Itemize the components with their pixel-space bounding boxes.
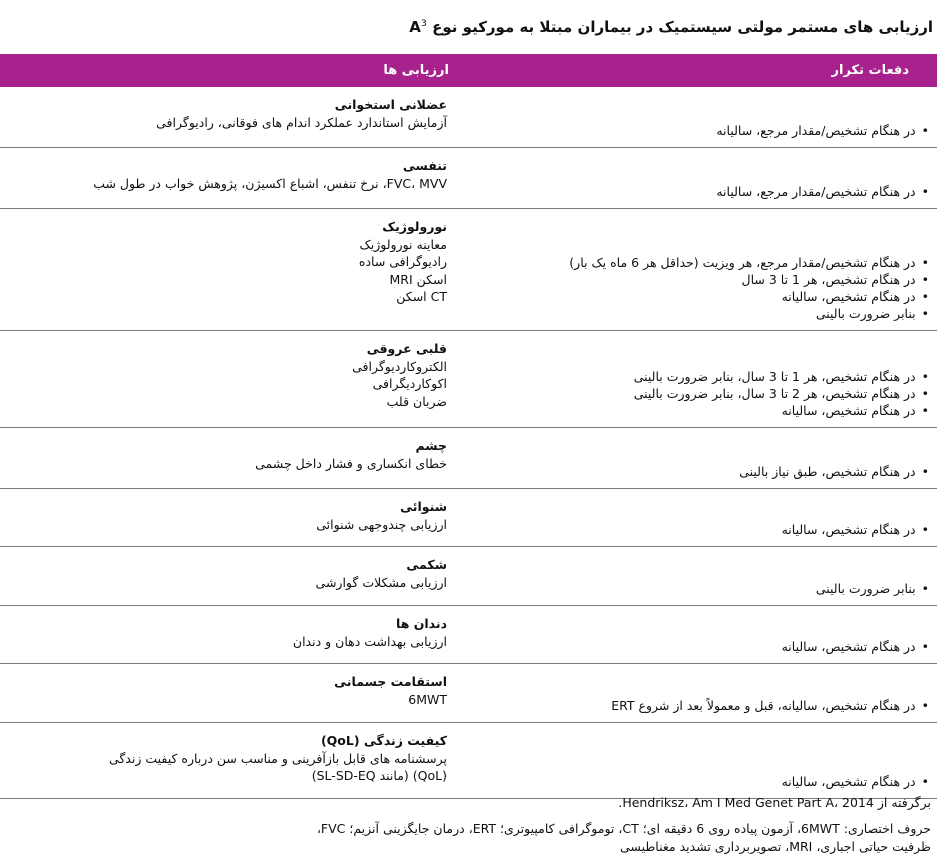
assessment-item: ارزیابی مشکلات گوارشی bbox=[315, 574, 447, 590]
frequency-cell bbox=[479, 183, 929, 200]
assessment-category: شنوائی bbox=[400, 499, 447, 514]
table-row bbox=[0, 606, 937, 664]
assessment-category: عضلانی استخوانی bbox=[334, 97, 447, 112]
assessment-cell bbox=[7, 437, 447, 472]
frequency-cell bbox=[479, 122, 929, 139]
header-frequency: دفعات تکرار bbox=[831, 63, 909, 78]
frequency-item: • در هنگام تشخیص/مقدار مرجع، هر ویزیت (حداقل هر 6 ماه یک بار) bbox=[479, 254, 929, 271]
assessment-item: ارزیابی چندوجهی شنوائی bbox=[316, 516, 447, 532]
assessment-item: 6MWT bbox=[408, 691, 447, 707]
assessment-item: معاینه نورولوژیک bbox=[359, 236, 447, 252]
frequency-item: • در هنگام تشخیص، سالیانه bbox=[479, 288, 929, 305]
assessment-item: اکوکاردیگرافی bbox=[372, 376, 447, 391]
assessment-item: (QoL) (مانند SL-SD-EQ) bbox=[311, 768, 447, 783]
abbreviations-line: حروف اختصاری: 6MWT، آزمون پیاده روی 6 دقیقه ای؛ CT، توموگرافی کامپیوتری؛ ERT، درمان جایگزینی آنزیم؛ FVC، bbox=[316, 821, 931, 836]
assessment-category: چشم bbox=[415, 438, 447, 453]
assessment-cell bbox=[7, 340, 447, 410]
frequency-cell bbox=[479, 521, 929, 538]
frequency-item: • در هنگام تشخیص، سالیانه bbox=[479, 638, 929, 655]
frequency-cell bbox=[479, 254, 929, 322]
frequency-cell bbox=[479, 368, 929, 419]
assessment-item: رادیوگرافی ساده bbox=[358, 254, 447, 269]
frequency-item: • در هنگام تشخیص، سالیانه bbox=[479, 521, 929, 538]
assessment-cell bbox=[7, 673, 447, 708]
frequency-item: • در هنگام تشخیص، سالیانه bbox=[479, 773, 929, 790]
assessment-item: ضربان قلب bbox=[386, 393, 447, 409]
frequency-cell bbox=[479, 638, 929, 655]
assessment-item: آزمایش استاندارد عملکرد اندام های فوقانی، رادیوگرافی bbox=[156, 114, 447, 130]
assessment-cell bbox=[7, 218, 447, 306]
abbreviations bbox=[6, 820, 931, 856]
page-title bbox=[409, 18, 933, 36]
frequency-item: • در هنگام تشخیص، طبق نیاز بالینی bbox=[479, 463, 929, 480]
frequency-item: • در هنگام تشخیص، هر 2 تا 3 سال، بنابر ضرورت بالینی bbox=[479, 385, 929, 402]
assessment-cell bbox=[7, 157, 447, 192]
assessment-item: FVC، MVV، نرخ تنفس، اشباع اکسیژن، پژوهش خواب در طول شب bbox=[93, 175, 447, 191]
assessment-item: اسکن MRI bbox=[389, 271, 447, 287]
frequency-cell bbox=[479, 773, 929, 790]
frequency-item: • در هنگام تشخیص، هر 1 تا 3 سال، بنابر ضرورت بالینی bbox=[479, 368, 929, 385]
table-row bbox=[0, 148, 937, 209]
assessment-cell bbox=[7, 556, 447, 591]
frequency-item: • بنابر ضرورت بالینی bbox=[479, 305, 929, 322]
frequency-item: • در هنگام تشخیص/مقدار مرجع، سالیانه bbox=[479, 122, 929, 139]
table-header bbox=[0, 54, 937, 87]
assessment-category: قلبی عروقی bbox=[366, 341, 447, 356]
table-row bbox=[0, 489, 937, 547]
assessment-cell bbox=[7, 732, 447, 785]
frequency-item: • در هنگام تشخیص، هر 1 تا 3 سال bbox=[479, 271, 929, 288]
table-row bbox=[0, 547, 937, 606]
assessment-category: استقامت جسمانی bbox=[334, 674, 447, 689]
assessment-category: کیفیت زندگی (QoL) bbox=[320, 733, 447, 748]
assessment-item: الکتروکاردیوگرافی bbox=[352, 358, 447, 374]
assessment-category: نورولوژیک bbox=[382, 219, 447, 234]
assessment-cell bbox=[7, 498, 447, 533]
assessment-category: تنفسی bbox=[402, 158, 447, 173]
assessment-cell bbox=[7, 96, 447, 131]
frequency-item: • در هنگام تشخیص/مقدار مرجع، سالیانه bbox=[479, 183, 929, 200]
abbreviations-line: ظرفیت حیاتی اجباری، MRI، تصویربرداری تشدید مغناطیسی bbox=[620, 839, 931, 854]
table-row bbox=[0, 209, 937, 331]
assessment-item: ارزیابی بهداشت دهان و دندان bbox=[292, 633, 447, 649]
table-row bbox=[0, 664, 937, 723]
title-superscript: 3 bbox=[421, 19, 427, 29]
assessment-item: CT اسکن bbox=[396, 289, 447, 304]
frequency-item: • در هنگام تشخیص، سالیانه bbox=[479, 402, 929, 419]
assessment-category: دندان ها bbox=[396, 616, 447, 631]
header-assessments: ارزیابی ها bbox=[383, 63, 449, 78]
assessment-cell bbox=[7, 615, 447, 650]
title-text: ارزیابی های مستمر مولتی سیستمیک در بیماران مبتلا به موركيو نوع A bbox=[409, 18, 933, 36]
source-citation: برگرفته از Hendriksz، Am I Med Genet Part A، 2014. bbox=[618, 795, 931, 810]
frequency-item: • بنابر ضرورت بالینی bbox=[479, 580, 929, 597]
frequency-cell bbox=[479, 580, 929, 597]
assessment-category: شکمی bbox=[406, 557, 447, 572]
assessment-item: پرسشنامه های قابل بازآفرینی و مناسب سن درباره کیفیت زندگی bbox=[108, 750, 447, 766]
frequency-cell bbox=[479, 697, 929, 714]
frequency-item: • در هنگام تشخیص، سالیانه، قبل و معمولاً بعد از شروع ERT bbox=[479, 697, 929, 714]
table-row bbox=[0, 428, 937, 489]
table-row bbox=[0, 87, 937, 148]
table-row bbox=[0, 331, 937, 428]
table-row bbox=[0, 723, 937, 799]
frequency-cell bbox=[479, 463, 929, 480]
assessment-item: خطای انکساری و فشار داخل چشمی bbox=[255, 455, 447, 471]
assessment-table bbox=[0, 54, 937, 799]
